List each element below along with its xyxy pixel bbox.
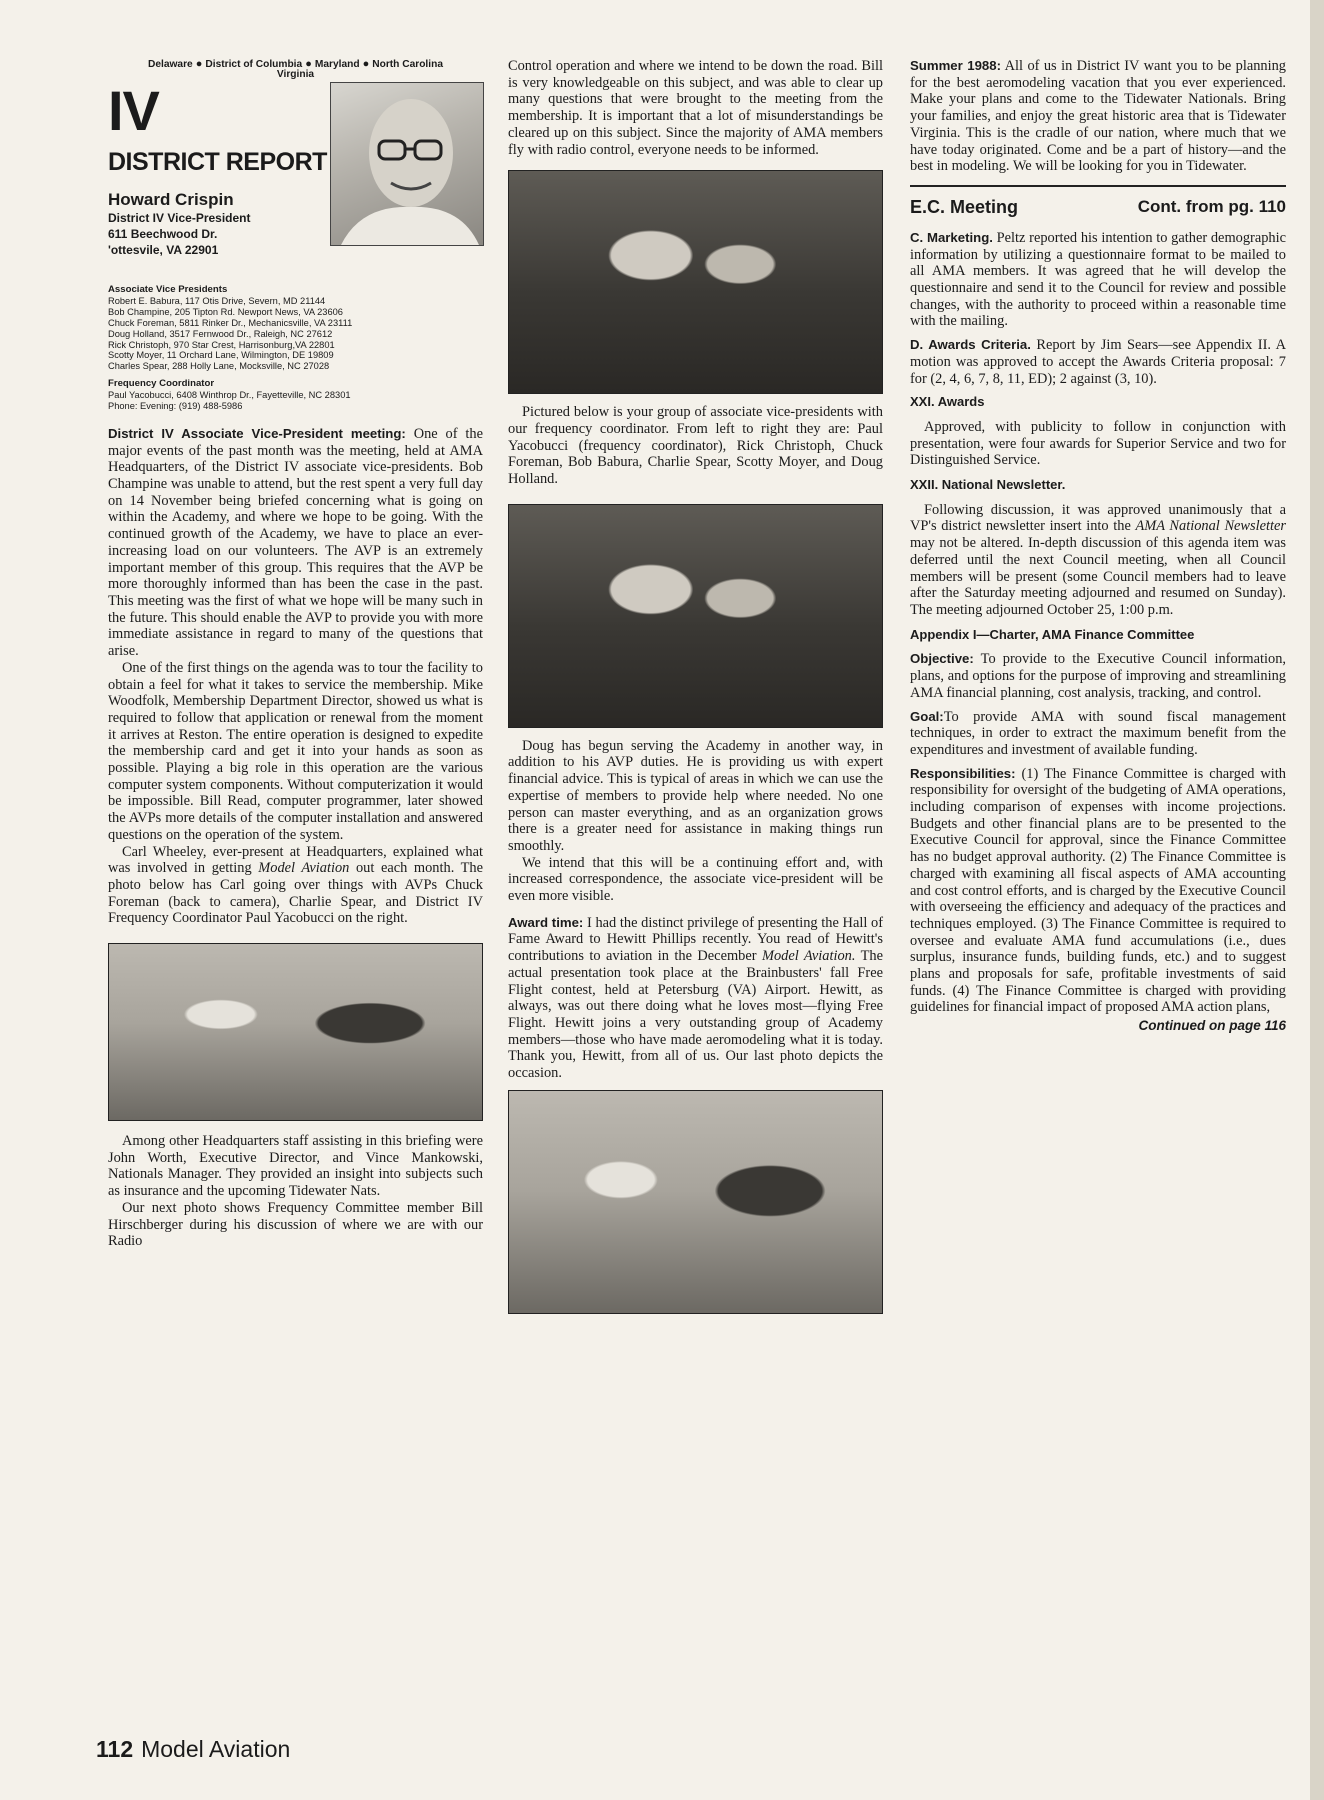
section-lead: Summer 1988: <box>910 58 1001 73</box>
photo-associate-vps-group <box>508 504 883 728</box>
page-edge <box>1310 0 1324 1800</box>
states-line: Delaware ● District of Columbia ● Maryland ● North Carolina <box>147 58 443 70</box>
ec-meeting-header <box>910 197 1286 218</box>
paragraph: Goal:To provide AMA with sound fiscal management techniques, in order to extract the maximum benefit from the expenditures and investment of available funding. <box>910 708 1286 758</box>
associate-list-item: Scotty Moyer, 11 Orchard Lane, Wilmington, DE 19809 <box>108 350 334 361</box>
associate-list-item: Bob Champine, 205 Tipton Rd. Newport News, VA 23606 <box>108 306 343 317</box>
paragraph: Among other Headquarters staff assisting in this briefing were John Worth, Executive Director, and Vince Mankowski, Nationals Manager. They provided an insight into subjects such as insurance and the upcoming Tidewater Nats. <box>108 1133 483 1200</box>
paragraph: D. Awards Criteria. Report by Jim Sears—see Appendix II. A motion was approved to accept the Awards Criteria proposal: 7 for (2, 4, 6, 7, 8, 11, ED); 2 against (3, 10). <box>910 337 1286 387</box>
section-lead: District IV Associate Vice-President meeting: <box>108 425 406 441</box>
paragraph: Objective: To provide to the Executive Council information, plans, and options for the purpose of improving and streamlining AMA financial planning, cost analysis, tracking, and control. <box>910 651 1286 701</box>
report-title: DISTRICT REPORT <box>108 148 327 176</box>
column-1-text-lower <box>108 1133 483 1250</box>
column-1 <box>108 58 483 1250</box>
paragraph: Carl Wheeley, ever-present at Headquarters, explained what was involved in getting Model Aviation out each month. The photo below has Carl going over things with AVPs Chuck Foreman (back to camera), Charlie Spear, and District IV Frequency Coordinator Paul Yacobucci on the right. <box>108 843 483 927</box>
paragraph: Approved, with publicity to follow in conjunction with presentation, were four awards for Superior Service and two for Distinguished Service. <box>910 418 1286 469</box>
ec-meeting-continued-from: Cont. from pg. 110 <box>1137 196 1286 216</box>
column-3 <box>910 58 1286 1033</box>
paragraph: Control operation and where we intend to be down the road. Bill is very knowledgeable on this subject, and was able to clear up many questions that were brought to the meeting from the membership. It is important that a lot of misunderstandings be cleared up on this subject. Since the majority of AMA members fly with radio control, everyone needs to be informed. <box>508 58 883 158</box>
vp-address-2: 'ottesvile, VA 22901 <box>108 243 219 257</box>
photo-bill-hirschberger <box>508 170 883 394</box>
frequency-line: Phone: Evening: (919) 488-5986 <box>108 401 243 412</box>
page-footer <box>96 1736 290 1763</box>
masthead <box>108 79 483 284</box>
paragraph: Responsibilities: (1) The Finance Committee is charged with responsibility for oversight of the budgeting of AMA operations, including comparison of expenses with income projections. Budgets and other financial plans are to be presented to the Executive Council for approval, since the Finance Committee has no budget approval authority. (2) The Finance Committee is charged with examining all fiscal aspects of AMA accounting and cost control efforts, and is charged by the Executive Council with overseeing the efficiency and adequacy of the practices and techniques employed. (3) The Finance Committee is required to oversee and evaluate AMA fund accumulations (i.e., dues surplus, insurance funds, building funds, etc.) and to suggest plans and proposals for safe, profitable investments of said funds. (4) The Finance Committee is charged with providing guidelines for financial impact of proposed AMA action plans, <box>910 765 1286 1016</box>
paragraph: Doug has begun serving the Academy in another way, in addition to his AVP duties. He is providing us with expert financial advice. This is typical of areas in which we can use the expertise of members to provide help where needed. No one person can master everything, and as an organization grows there is a greater need for assistance in making things run smoothly. <box>508 737 883 854</box>
subheading: Appendix I—Charter, AMA Finance Committee <box>910 626 1195 642</box>
paragraph: Pictured below is your group of associate vice-presidents with our frequency coordinator. From left to right they are: Paul Yacobucci (frequency coordinator), Rick Christoph, Chuck Foreman, Bob Babura, Charlie Spear, Scotty Moyer, and Doug Holland. <box>508 404 883 488</box>
paragraph: Following discussion, it was approved unanimously that a VP's district newsletter insert into the AMA National Newsletter may not be altered. In-depth discussion of this agenda item was deferred until the next Council meeting, when all Council members will be present (some Council members had to leave after the Saturday meeting adjourned and resumed on Sunday). The meeting adjourned October 25, 1:00 p.m. <box>910 501 1287 618</box>
associate-list-item: Charles Spear, 288 Holly Lane, Mocksville, NC 27028 <box>108 361 330 372</box>
district-number: IV <box>108 79 159 142</box>
subheading: XXII. National Newsletter. <box>910 477 1066 493</box>
paragraph: Summer 1988: All of us in District IV want you to be planning for the best aeromodeling vacation that you ever experienced. Make your plans and come to the Tidewater Nationals. Bring your families, and enjoy the great historic area that is Tidewater Virginia. This is the cradle of our nation, where much that we have today originated. Come and be a part of history—and the best in modeling. We will be looking for you in Tidewater. <box>910 58 1286 175</box>
column-2 <box>508 58 883 1314</box>
photo-award-presentation <box>508 1090 883 1314</box>
photo-carl-wheeley <box>108 943 483 1121</box>
magazine-name: Model Aviation <box>141 1736 291 1762</box>
vp-portrait-photo <box>330 82 484 246</box>
associate-list-item: Robert E. Babura, 117 Otis Drive, Severn, MD 21144 <box>108 295 326 306</box>
column-2-text <box>508 58 883 158</box>
vp-name: Howard Crispin <box>108 190 234 209</box>
associate-list-item: Doug Holland, 3517 Fernwood Dr., Raleigh, NC 27612 <box>108 328 333 339</box>
frequency-line: Paul Yacobucci, 6408 Winthrop Dr., Fayetteville, NC 28301 <box>108 390 351 401</box>
paragraph: Award time: I had the distinct privilege of presenting the Hall of Fame Award to Hewitt Phillips recently. You read of Hewitt's contributions to aviation in the December Model Aviation. The actual presentation took place at the Brainbusters' fall Free Flight contest, held at Petersburg (VA) Airport. Hewitt, as always, was out there doing what he loves most—flying Free Flight. Hewitt joins a very outstanding group of Academy members—those who have made aeromodeling what it is today. Thank you, Hewitt, from all of us. Our last photo depicts the occasion. <box>508 914 883 1082</box>
paragraph: We intend that this will be a continuing effort and, with increased correspondence, the associate vice-president will be even more visible. <box>508 854 883 905</box>
states-line-2: Virginia <box>276 69 315 80</box>
vp-title: District IV Vice-President <box>108 211 251 225</box>
continued-on-note: Continued on page 116 <box>1138 1018 1286 1034</box>
vp-address-1: 611 Beechwood Dr. <box>108 227 218 241</box>
paragraph: One of the first things on the agenda was to tour the facility to obtain a feel for what it takes to service the membership. Mike Woodfolk, Membership Department Director, showed us what is required to follow that application or renewal from the moment it arrives at Reston. The entire operation is designed to expedite the membership card and get it into your hands as soon as possible. Playing a big role in this operation are the various computer system components. Without computerization it would be impossible. Bill Read, computer programmer, later showed the AVPs more details of the computer installation and answered questions on the operation of the system. <box>108 659 483 843</box>
ec-meeting-title: E.C. Meeting <box>910 196 1019 217</box>
section-divider <box>910 185 1286 187</box>
paragraph: C. Marketing. Peltz reported his intention to gather demographic information by utilizing a questionnaire format to be mailed to all AMA members. It was agreed that he will develop the questionnaire and send it to the Council for review and possible changes, with the authority to proceed within a reasonable time with the mailing. <box>910 229 1286 330</box>
section-lead: Award time: <box>508 914 584 930</box>
associates-heading: Associate Vice Presidents <box>108 284 228 295</box>
subheading: XXI. Awards <box>910 394 985 410</box>
portrait-figure <box>331 83 483 245</box>
associate-list-item: Chuck Foreman, 5811 Rinker Dr., Mechanicsville, VA 23111 <box>108 317 353 328</box>
page-number: 112 <box>96 1736 134 1762</box>
column-1-text: District IV Associate Vice-President meeting: One of the major events of the past month was the meeting, held at AMA Headquarters, of the District IV associate vice-presidents. Bob Champine was unable to attend, but the rest spent a very full day on 14 November being briefed concerning what is going on within the Academy, and where we hope to be going. With the continued growth of the Academy, we have to place an ever-increasing load on our volunteers. The AVP is an extremely important member of this group. This requires that the AVP be more thoroughly informed than has been the case in the past. This meeting was the first of what we hope will be many such in the future. This should enable the AVP to provide you with more immediate assistance in regard to many of the questions that arise. One of the first things on the agenda was to tour the facility to obtain a feel for what it takes to service the membership. Mike Woodfolk, Membership Department Director, showed us what is required to follow that application or renewal from the moment it arrives at Reston. The entire operation is designed to expedite the membership card and get it into your hands as soon as possible. Playing a big role in this operation are the various computer system components. Without computerization it would be impossible. Bill Read, computer programmer, later showed the AVPs more details of the computer installation and answered questions on the operation of the system. Carl Wheeley, ever-present at Headquarters, explained what was involved in getting Model Aviation out each month. The photo below has Carl going over things with AVPs Chuck Foreman (back to camera), Charlie Spear, and District IV Frequency Coordinator Paul Yacobucci on the right. <box>108 425 483 927</box>
paragraph: Our next photo shows Frequency Committee member Bill Hirschberger during his discussion of where we are with our Radio <box>108 1199 483 1250</box>
frequency-heading: Frequency Coordinator <box>108 378 215 390</box>
associate-vps <box>108 284 483 412</box>
associate-list-item: Rick Christoph, 970 Star Crest, Harrisonburg,VA 22801 <box>108 339 335 350</box>
